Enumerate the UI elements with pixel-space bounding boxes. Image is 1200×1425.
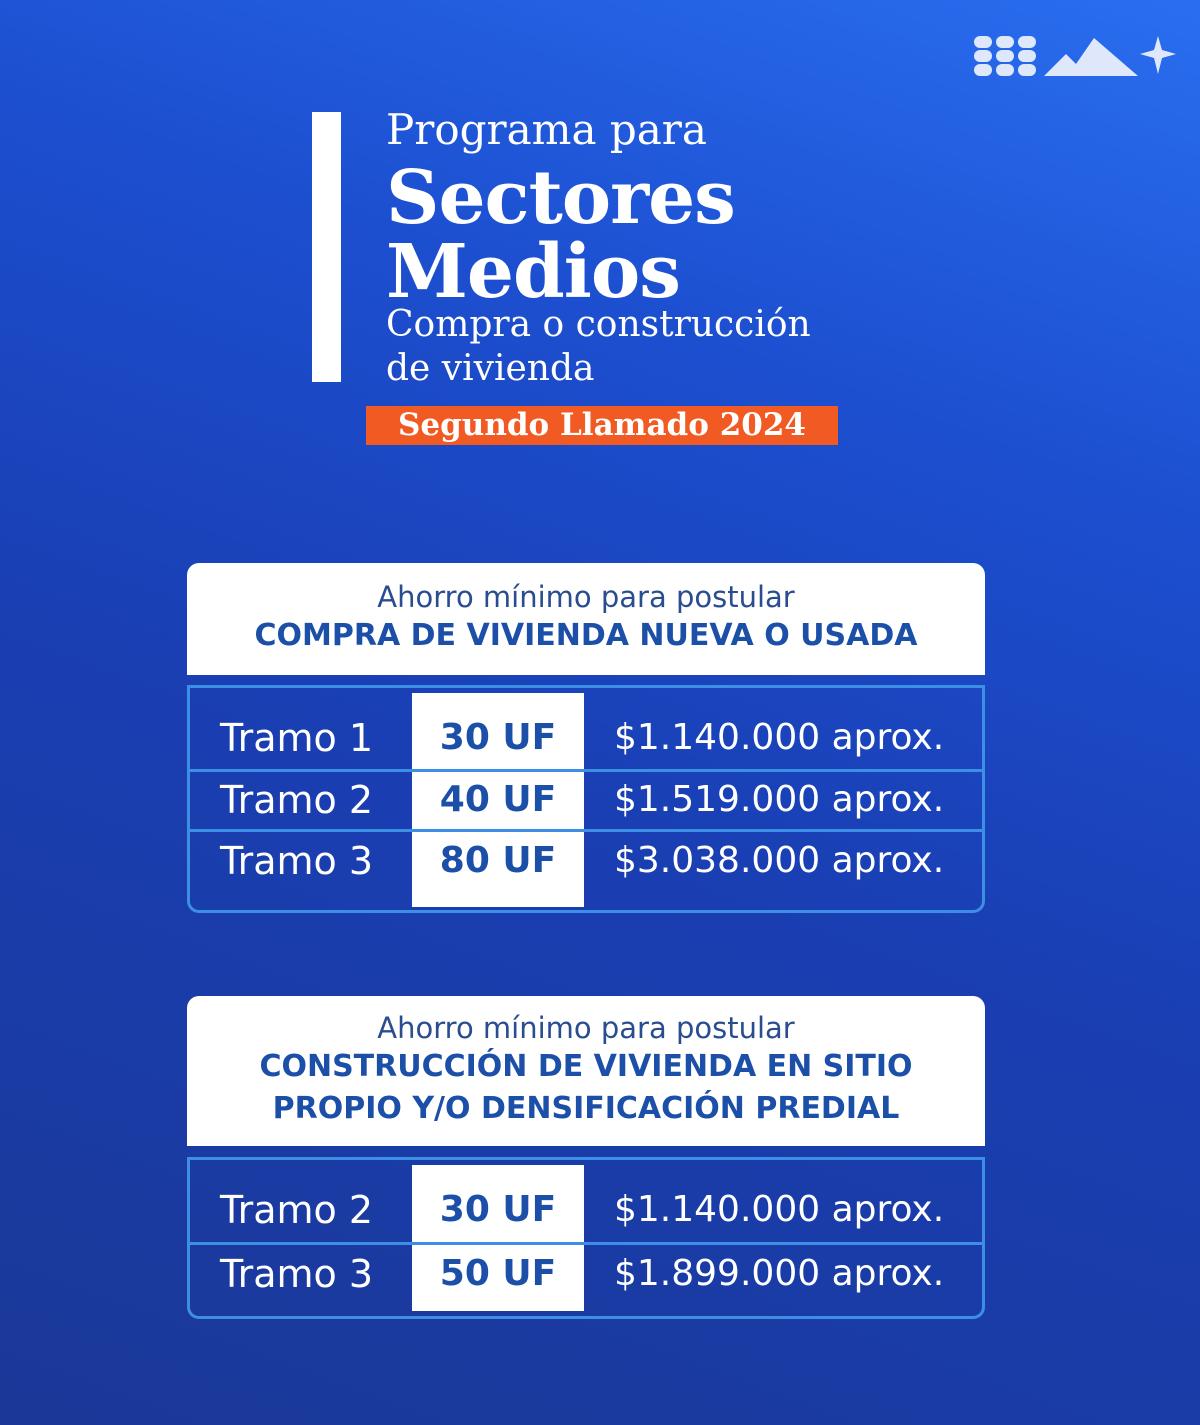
call-badge: Segundo Llamado 2024 [366,406,838,445]
card-2-table [187,1157,985,1319]
tramo-label: Tramo 3 [220,839,374,883]
uf-value: 50 UF [439,1253,557,1294]
uf-value: 30 UF [439,717,557,758]
amount-value: $1.140.000 aprox. [614,717,945,758]
card-1-pre-title: Ahorro mínimo para postular [377,580,795,614]
card-2-pre-title: Ahorro mínimo para postular [377,1011,795,1045]
card-1-title: COMPRA DE VIVIENDA NUEVA O USADA [254,618,918,653]
card-2-header [187,996,985,1146]
amount-value: $3.038.000 aprox. [614,840,945,881]
government-logo-icon [972,34,1178,78]
tramo-label: Tramo 2 [220,778,374,822]
header-title-line-2: Medios [386,229,680,315]
table-row [190,832,982,908]
header-accent-bar [312,112,341,382]
card-1-table [187,685,985,913]
table-row [190,1160,982,1242]
uf-value: 80 UF [439,840,557,881]
card-1-header [187,563,985,675]
amount-value: $1.899.000 aprox. [614,1253,945,1294]
tramo-label: Tramo 1 [220,716,374,760]
table-row [190,688,982,769]
card-2-title-line-2: PROPIO Y/O DENSIFICACIÓN PREDIAL [272,1091,900,1126]
header-title-line-1: Sectores [386,155,735,241]
amount-value: $1.519.000 aprox. [614,779,945,820]
table-row [190,1245,982,1315]
header-subtitle-line-2: de vivienda [386,348,595,389]
card-2-title-line-1: CONSTRUCCIÓN DE VIVIENDA EN SITIO [259,1049,913,1084]
amount-value: $1.140.000 aprox. [614,1189,945,1230]
tramo-label: Tramo 3 [220,1252,374,1296]
tramo-label: Tramo 2 [220,1188,374,1232]
header-pre-title: Programa para [386,105,707,154]
header-subtitle-line-1: Compra o construcción [386,304,811,345]
uf-value: 30 UF [439,1189,557,1230]
table-row [190,772,982,829]
uf-value: 40 UF [439,779,557,820]
